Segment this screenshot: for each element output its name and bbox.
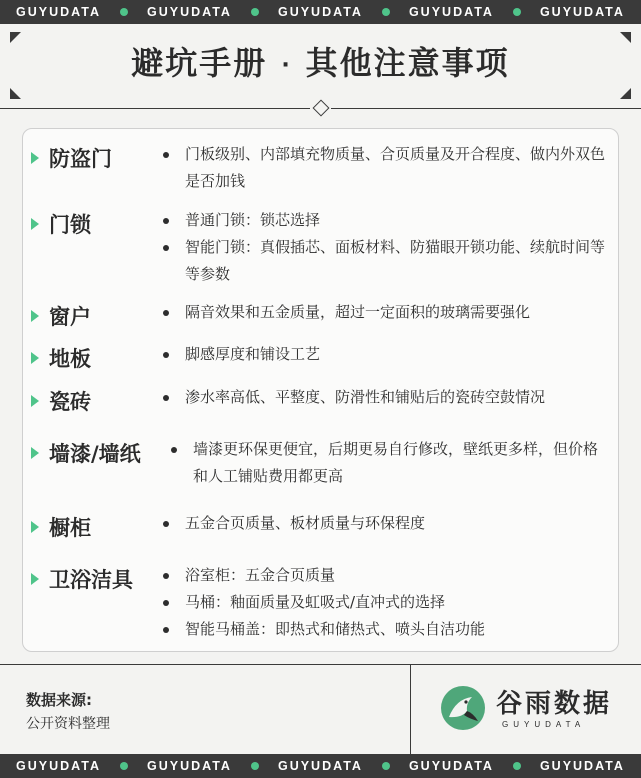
band-dot-icon [120, 762, 128, 770]
bullet-item: 渗水率高低、平整度、防滑性和铺贴后的瓷砖空鼓情况 [163, 384, 607, 411]
band-segment [409, 759, 494, 773]
bullet-item: 墙漆更环保更便宜，后期更易自行修改，壁纸更多样，但价格和人工铺贴费用都更高 [171, 436, 607, 490]
section-title-text: 卫浴洁具 [49, 568, 133, 592]
bird-logo-icon [440, 685, 486, 731]
bullet-item: 五金合页质量、板材质量与环保程度 [163, 510, 607, 537]
band-segment [16, 5, 101, 19]
band-text: GUYUDATA [408, 759, 494, 773]
divider-line [0, 108, 310, 109]
triangle-marker-icon [31, 573, 39, 585]
triangle-marker-icon [31, 218, 39, 230]
source-text: 公开资料整理 [26, 716, 110, 732]
triangle-marker-icon [31, 521, 39, 533]
band-dot-icon [382, 762, 390, 770]
section-title-text: 墙漆/墙纸 [49, 442, 141, 466]
section-title [31, 343, 91, 373]
bullet-list [163, 510, 607, 537]
section-title-text: 橱柜 [49, 516, 91, 540]
triangle-marker-icon [31, 310, 39, 322]
bullet-item: 隔音效果和五金质量，超过一定面积的玻璃需要强化 [163, 299, 607, 326]
diamond-icon [313, 100, 330, 117]
bullet-list [163, 299, 607, 326]
triangle-marker-icon [31, 352, 39, 364]
divider-line [331, 108, 641, 109]
section-title-text: 瓷砖 [49, 390, 91, 414]
bullet-list [163, 207, 607, 288]
section-title [31, 143, 112, 173]
page-title [0, 38, 641, 84]
section-title [31, 301, 91, 331]
bullet-list [163, 384, 607, 411]
band-dot-icon [251, 8, 259, 16]
band-text: GUYUDATA [539, 759, 625, 773]
band-text: GUYUDATA [408, 5, 494, 19]
band-dot-icon [251, 762, 259, 770]
footer [0, 664, 641, 755]
band-dot-icon [513, 8, 521, 16]
band-text: GUYUDATA [146, 5, 232, 19]
corner-ornament-icon [10, 88, 21, 99]
section-title [31, 512, 91, 542]
band-segment [409, 5, 494, 19]
band-segment [16, 759, 101, 773]
content-card [22, 128, 619, 652]
footer-divider [410, 665, 411, 755]
bullet-list [163, 562, 607, 643]
bullet-item: 浴室柜：五金合页质量 [163, 562, 607, 589]
bullet-list [171, 436, 607, 490]
band-segment [147, 759, 232, 773]
title-left: 避坑手册 [131, 44, 268, 82]
band-segment [278, 5, 363, 19]
bullet-list [163, 141, 607, 195]
band-dot-icon [120, 8, 128, 16]
bullet-item: 脚感厚度和铺设工艺 [163, 341, 607, 368]
source-label: 数据来源: [26, 691, 92, 709]
band-text: GUYUDATA [277, 5, 363, 19]
band-text: GUYUDATA [146, 759, 232, 773]
section-title [31, 438, 141, 468]
band-segment [540, 5, 625, 19]
band-segment [540, 759, 625, 773]
header [0, 24, 641, 118]
section-title [31, 209, 91, 239]
band-text: GUYUDATA [16, 5, 101, 19]
band-segment [147, 5, 232, 19]
section-title [31, 386, 91, 416]
triangle-marker-icon [31, 447, 39, 459]
band-segment [278, 759, 363, 773]
band-text: GUYUDATA [277, 759, 363, 773]
bottom-brand-band [0, 754, 641, 778]
section-title-text: 窗户 [49, 305, 91, 329]
triangle-marker-icon [31, 152, 39, 164]
band-dot-icon [382, 8, 390, 16]
band-text: GUYUDATA [539, 5, 625, 19]
top-brand-band [0, 0, 641, 24]
band-text: GUYUDATA [16, 759, 101, 773]
section-title-text: 地板 [49, 347, 91, 371]
bullet-item: 智能马桶盖：即热式和储热式、喷头自洁功能 [163, 616, 607, 643]
bullet-item: 门板级别、内部填充物质量、合页质量及开合程度、做内外双色是否加钱 [163, 141, 607, 195]
bullet-list [163, 341, 607, 368]
logo-subtitle: GUYUDATA [502, 720, 586, 729]
triangle-marker-icon [31, 395, 39, 407]
section-title-text: 门锁 [49, 213, 91, 237]
title-separator: · [281, 52, 292, 78]
section-title [31, 564, 133, 594]
bullet-item: 马桶：釉面质量及虹吸式/直冲式的选择 [163, 589, 607, 616]
bullet-item: 普通门锁：锁芯选择 [163, 207, 607, 234]
band-dot-icon [513, 762, 521, 770]
section-title-text: 防盗门 [49, 147, 112, 171]
corner-ornament-icon [620, 88, 631, 99]
title-right: 其他注意事项 [305, 44, 510, 82]
logo-name: 谷雨数据 [496, 689, 613, 719]
bullet-item: 智能门锁：真假插芯、面板材料、防猫眼开锁功能、续航时间等等参数 [163, 234, 607, 288]
